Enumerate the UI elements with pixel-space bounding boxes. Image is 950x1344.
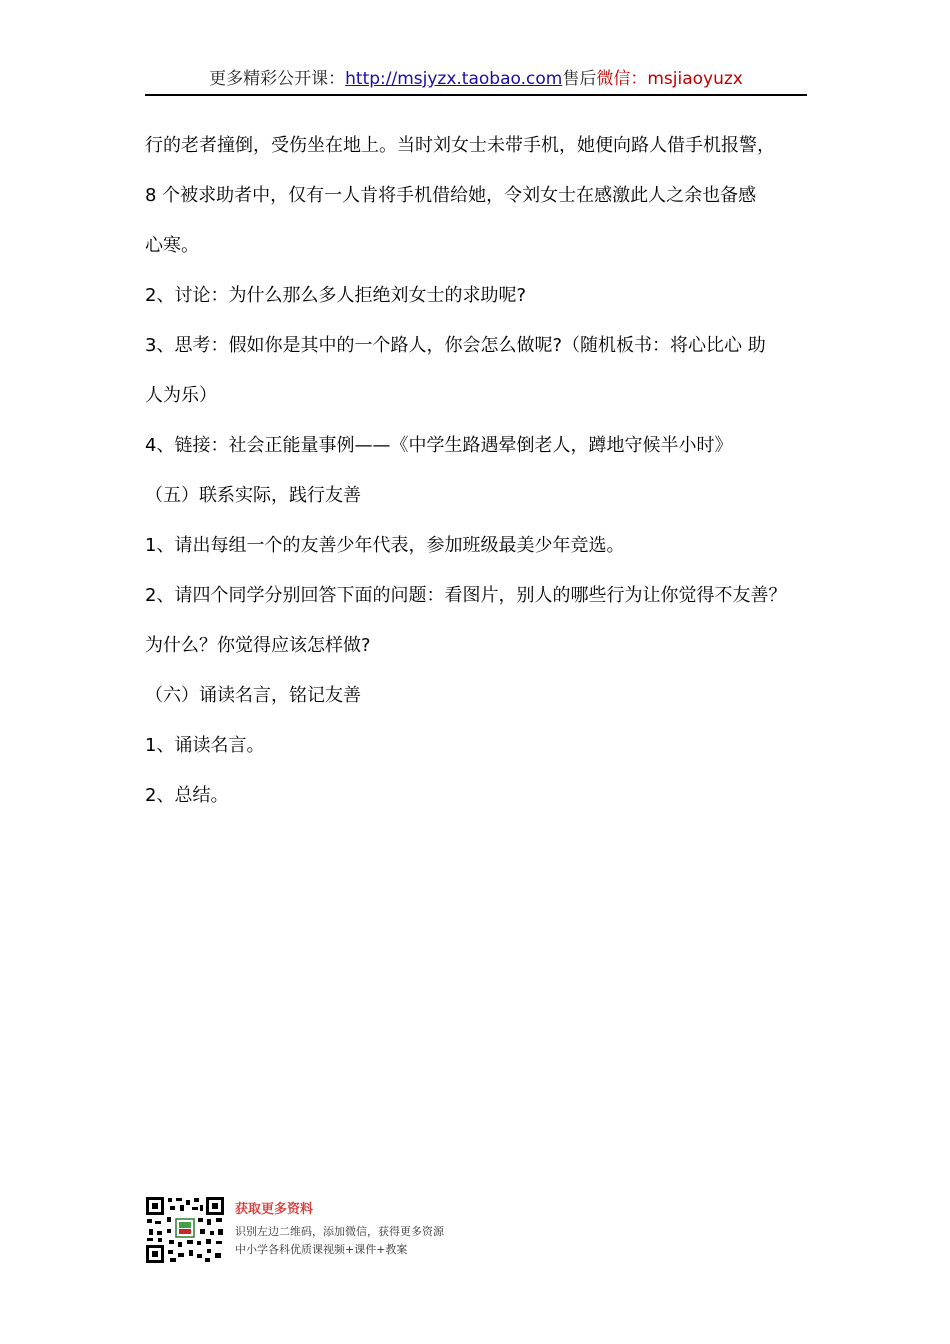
- paragraph-line: 8 个被求助者中，仅有一人肯将手机借给她，令刘女士在感激此人之余也备感: [145, 185, 757, 206]
- thinking-item: 3、思考：假如你是其中的一个路人，你会怎么做呢?（随机板书：将心比心 助: [145, 335, 766, 356]
- promo-line-2: 中小学各科优质课视频+课件+教案: [235, 1243, 408, 1256]
- section-heading-6: （六）诵读名言，铭记友善: [145, 685, 361, 706]
- list-item: 2、请四个同学分别回答下面的问题：看图片，别人的哪些行为让你觉得不友善？: [145, 585, 787, 606]
- list-item: 2、总结。: [145, 785, 229, 806]
- list-item: 1、诵读名言。: [145, 735, 265, 756]
- qr-code-icon[interactable]: [145, 1196, 225, 1264]
- shop-link[interactable]: http://msjyzx.taobao.com: [345, 69, 563, 89]
- page-header: [145, 64, 807, 96]
- promo-footer: [145, 1196, 545, 1266]
- promo-title: 获取更多资料: [235, 1202, 314, 1217]
- wechat-label: 微信：: [596, 69, 648, 89]
- document-body: [145, 120, 825, 820]
- paragraph-line: 心寒。: [145, 235, 199, 256]
- link-item: 4、链接：社会正能量事例——《中学生路遇晕倒老人，蹲地守候半小时》: [145, 435, 733, 456]
- wechat-account: msjiaoyuzx: [647, 69, 743, 89]
- section-heading-5: （五）联系实际，践行友善: [145, 485, 361, 506]
- list-item: 1、请出每组一个的友善少年代表，参加班级最美少年竞选。: [145, 535, 625, 556]
- paragraph-line: 人为乐）: [145, 385, 217, 406]
- paragraph-line: 行的老者撞倒，受伤坐在地上。当时刘女士未带手机，她便向路人借手机报警，: [145, 135, 775, 156]
- promo-line-1: 识别左边二维码，添加微信，获得更多资源: [235, 1225, 444, 1238]
- discussion-item: 2、讨论：为什么那么多人拒绝刘女士的求助呢?: [145, 285, 527, 306]
- after-sales-label: 售后: [562, 69, 597, 89]
- header-label: 更多精彩公开课：: [209, 69, 346, 89]
- paragraph-line: 为什么？你觉得应该怎样做?: [145, 635, 371, 656]
